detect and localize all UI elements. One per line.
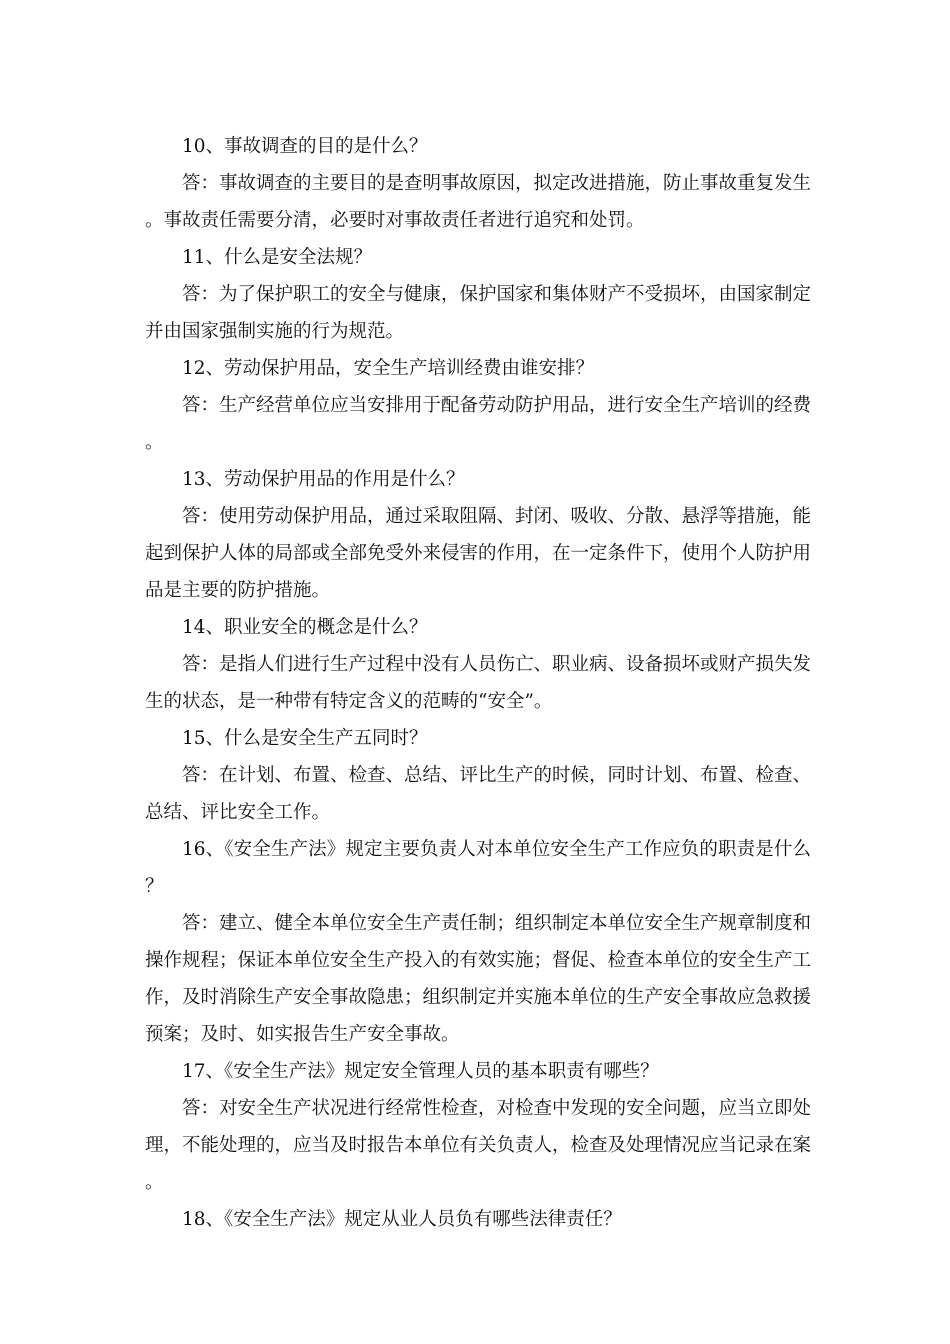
answer-11: 答：为了保护职工的安全与健康，保护国家和集体财产不受损坏，由国家制定并由国家强制实施的行为规范。 xyxy=(145,284,812,342)
question-15: 15、什么是安全生产五同时？ xyxy=(182,728,428,749)
answer-10: 答：事故调查的主要目的是查明事故原因，拟定改进措施，防止事故重复发生。事故责任需要分清，必要时对事故责任者进行追究和处罚。 xyxy=(145,173,812,231)
document-page xyxy=(145,128,811,1238)
answer-14: 答：是指人们进行生产过程中没有人员伤亡、职业病、设备损坏或财产损失发生的状态，是一种带有特定含义的范畴的“安全”。 xyxy=(145,654,812,712)
question-18: 18、《安全生产法》规定从业人员负有哪些法律责任？ xyxy=(182,1209,622,1230)
question-11: 11、什么是安全法规？ xyxy=(182,247,373,268)
question-14: 14、职业安全的概念是什么？ xyxy=(182,617,428,638)
question-12: 12、劳动保护用品，安全生产培训经费由谁安排？ xyxy=(182,358,595,379)
question-10: 10、事故调查的目的是什么？ xyxy=(182,136,428,157)
answer-12: 答：生产经营单位应当安排用于配备劳动防护用品，进行安全生产培训的经费。 xyxy=(145,395,812,453)
answer-13: 答：使用劳动保护用品，通过采取阻隔、封闭、吸收、分散、悬浮等措施，能起到保护人体的局部或全部免受外来侵害的作用，在一定条件下，使用个人防护用品是主要的防护措施。 xyxy=(145,506,812,601)
answer-16: 答：建立、健全本单位安全生产责任制；组织制定本单位安全生产规章制度和操作规程；保证本单位安全生产投入的有效实施；督促、检查本单位的安全生产工作，及时消除生产安全事故隐患；组织制定并实施本单位的生产安全事故应急救援预案；及时、如实报告生产安全事故。 xyxy=(145,913,812,1045)
question-16: 16、《安全生产法》规定主要负责人对本单位安全生产工作应负的职责是什么？ xyxy=(145,839,811,897)
answer-15: 答：在计划、布置、检查、总结、评比生产的时候，同时计划、布置、检查、总结、评比安全工作。 xyxy=(145,765,812,823)
question-17: 17、《安全生产法》规定安全管理人员的基本职责有哪些？ xyxy=(182,1061,659,1082)
question-13: 13、劳动保护用品的作用是什么？ xyxy=(182,469,465,490)
answer-17: 答：对安全生产状况进行经常性检查，对检查中发现的安全问题，应当立即处理，不能处理的，应当及时报告本单位有关负责人，检查及处理情况应当记录在案。 xyxy=(145,1098,812,1193)
